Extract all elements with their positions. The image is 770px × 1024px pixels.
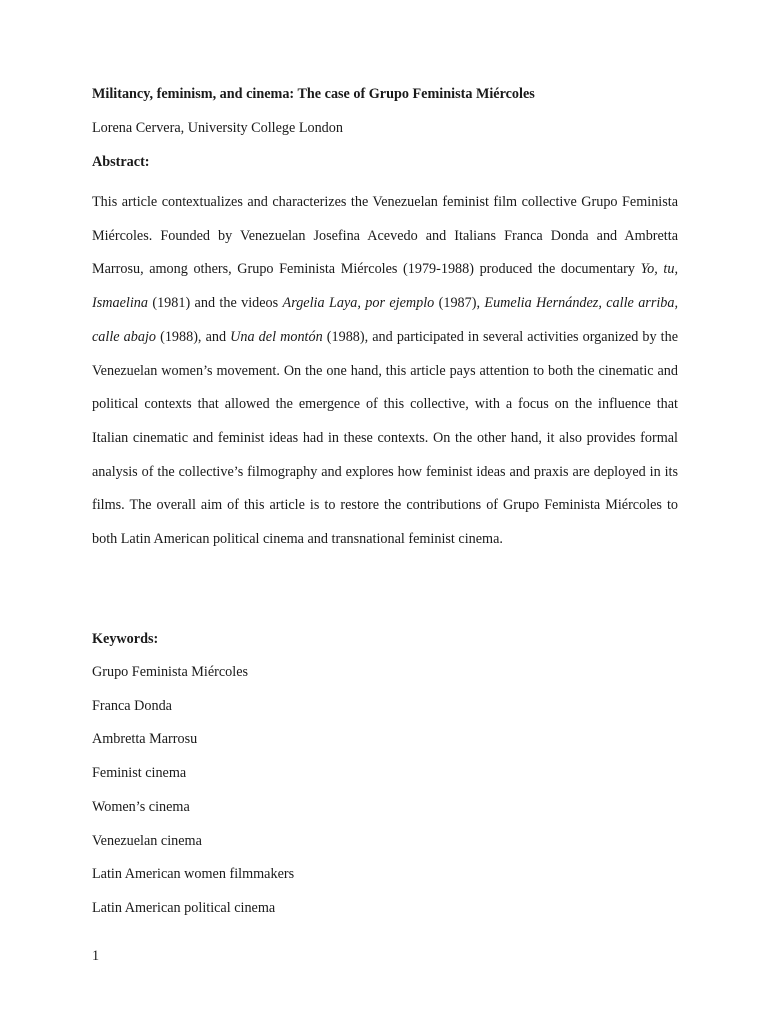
abstract-heading: Abstract: bbox=[92, 154, 150, 170]
abstract-paragraph bbox=[92, 186, 678, 557]
keyword-item: Ambretta Marrosu bbox=[92, 731, 198, 748]
keyword-item: Venezuelan cinema bbox=[92, 832, 202, 849]
film-title-eumelia-hernandez: Eumelia Hernández, calle arriba, calle abajo bbox=[92, 295, 679, 345]
keyword-item: Latin American women filmmakers bbox=[92, 866, 295, 883]
document-page bbox=[92, 0, 678, 1024]
keyword-item: Women’s cinema bbox=[92, 798, 190, 815]
film-title-argelia-laya: Argelia Laya, por ejemplo bbox=[282, 295, 435, 312]
keyword-item: Grupo Feminista Miércoles bbox=[92, 664, 249, 680]
keywords-list bbox=[92, 656, 294, 926]
page-number: 1 bbox=[92, 948, 100, 964]
abstract-text-4: (1988), and bbox=[156, 328, 231, 345]
abstract-text-5: (1988), and participated in several activities organized by the Venezuelan women’s movement. On the one hand, this article pays attention to both the cinematic and political contexts that allowed the emergence of this collective, with a focus on the influence that Italian cinematic and feminist ideas had in these contexts. On the other hand, it also provides formal analysis of the collective’s filmography and explores how feminist ideas and praxis are deployed in its films. The overall aim of this article is to restore the contributions of Grupo Feminista Miércoles to both Latin American political cinema and transnational feminist cinema. bbox=[92, 328, 679, 548]
article-title: Militancy, feminism, and cinema: The case of Grupo Feminista Miércoles bbox=[92, 86, 535, 102]
keywords-heading: Keywords: bbox=[92, 631, 159, 647]
keyword-item: Franca Donda bbox=[92, 697, 172, 714]
film-title-una-del-monton: Una del montón bbox=[230, 328, 323, 345]
keyword-item: Feminist cinema bbox=[92, 765, 187, 782]
keyword-item: Latin American political cinema bbox=[92, 899, 276, 916]
abstract-text-3: (1987), bbox=[434, 295, 485, 312]
author-affiliation: Lorena Cervera, University College London bbox=[92, 120, 343, 136]
abstract-text-1: This article contextualizes and characterizes the Venezuelan feminist film collective Grupo Feminista Miércoles. Founded by Venezuelan Josefina Acevedo and Italians Franca Donda and Ambretta Marrosu, among others, Grupo Feminista Miércoles (1979-1988) produced the documentary bbox=[92, 194, 678, 278]
abstract-text-2: (1981) and the videos bbox=[147, 295, 283, 312]
film-title-yo-tu-ismaelina: Yo, tu, Ismaelina bbox=[92, 261, 678, 312]
